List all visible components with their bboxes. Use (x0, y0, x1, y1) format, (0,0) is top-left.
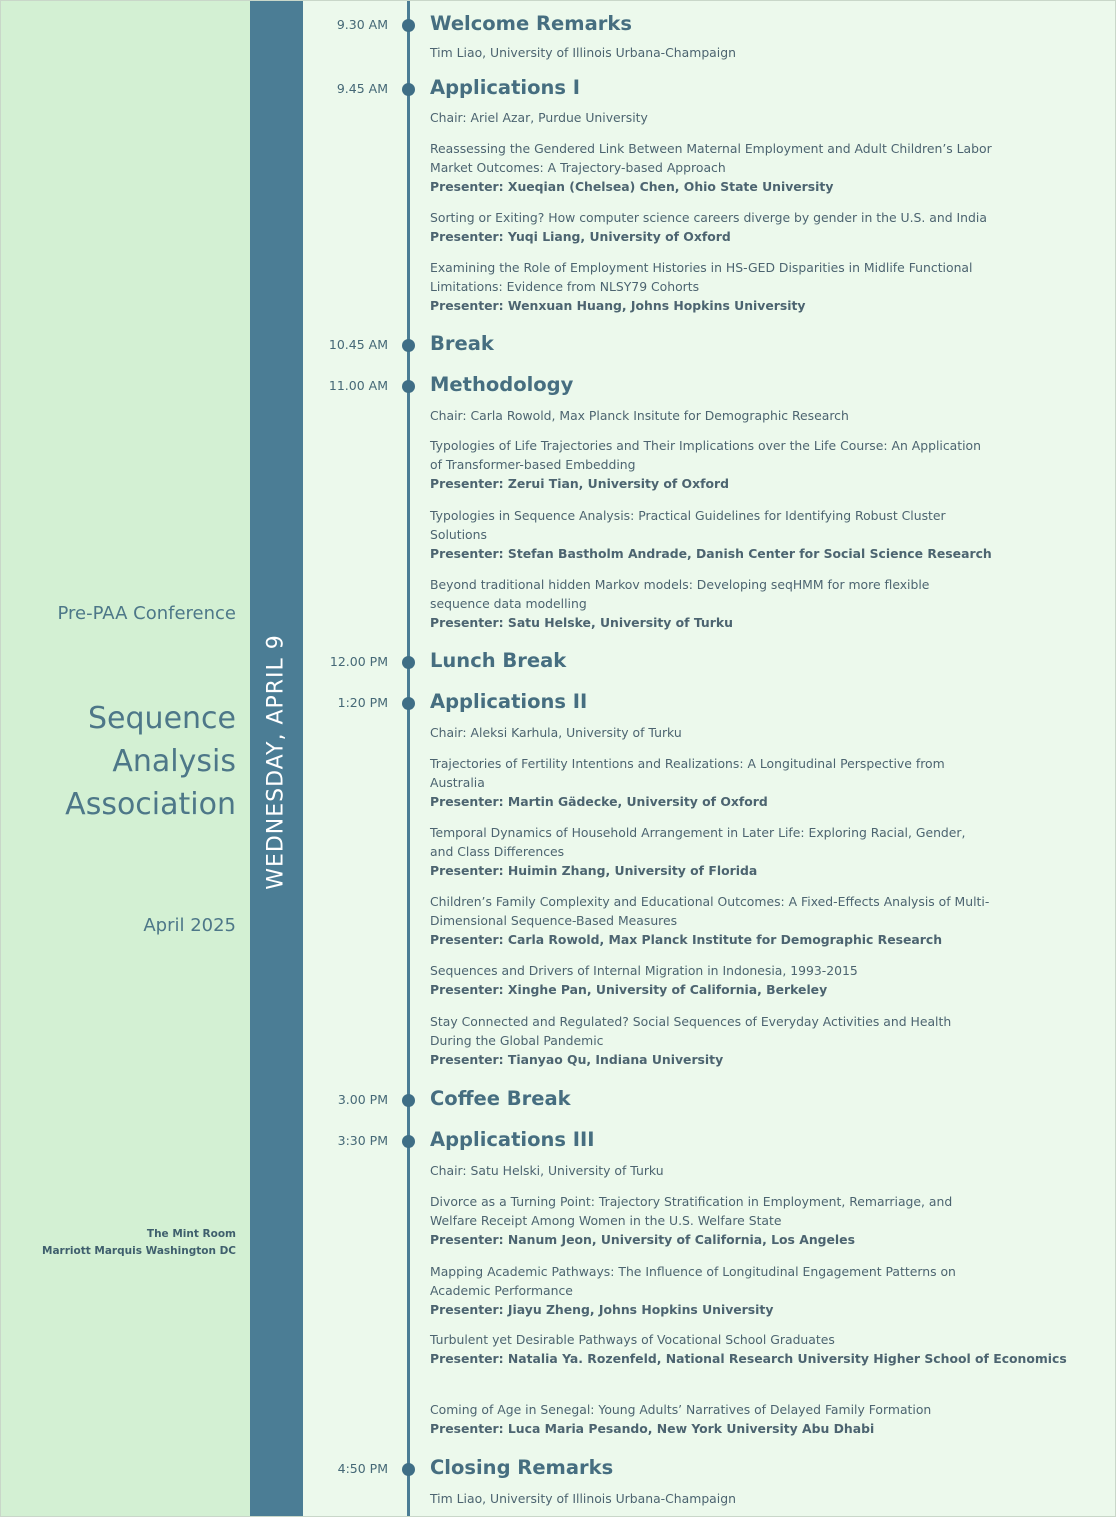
title-line: Sequence (88, 701, 236, 736)
session-entry (430, 406, 1096, 425)
session-entry (430, 1330, 1096, 1368)
presenter: Presenter: Satu Helske, University of Turku (430, 615, 733, 630)
timeline-dot (402, 83, 415, 96)
entry-line: Typologies of Life Trajectories and Their Implications over the Life Course: An Application (430, 438, 981, 453)
timeline-dot (402, 19, 415, 32)
entry-line: During the Global Pandemic (430, 1033, 604, 1048)
timeline-dot (402, 1094, 415, 1107)
session-entry (430, 1192, 1096, 1249)
presenter: Presenter: Natalia Ya. Rozenfeld, National Research University Higher School of Economics (430, 1351, 1067, 1366)
session-time: 11.00 AM (328, 378, 388, 393)
conference-date: April 2025 (143, 915, 236, 936)
timeline-line (407, 0, 410, 1517)
title-line: Association (65, 787, 236, 822)
title-line: Analysis (112, 744, 236, 779)
timeline-dot (402, 1135, 415, 1148)
entry-line: Mapping Academic Pathways: The Influence of Longitudinal Engagement Patterns on (430, 1264, 956, 1279)
session-entry (430, 139, 1096, 196)
session-title: Break (430, 332, 494, 355)
presenter: Presenter: Tianyao Qu, Indiana University (430, 1052, 724, 1067)
entry-line: Reassessing the Gendered Link Between Maternal Employment and Adult Children’s Labor (430, 141, 992, 156)
entry-line: and Class Differences (430, 844, 565, 859)
entry-line: Chair: Carla Rowold, Max Planck Insitute for Demographic Research (430, 408, 849, 423)
entry-line: Turbulent yet Desirable Pathways of Vocational School Graduates (430, 1332, 835, 1347)
entry-line: Divorce as a Turning Point: Trajectory Stratification in Employment, Remarriage, and (430, 1194, 953, 1209)
session-entry (430, 723, 1096, 742)
entry-line: Examining the Role of Employment Histories in HS-GED Disparities in Midlife Functional (430, 260, 973, 275)
presenter: Presenter: Yuqi Liang, University of Oxford (430, 229, 731, 244)
session-title: Coffee Break (430, 1087, 571, 1110)
conference-label: Pre-PAA Conference (57, 603, 236, 624)
timeline-dot (402, 380, 415, 393)
session-title: Methodology (430, 373, 574, 396)
session-entry (430, 1161, 1096, 1180)
entry-line: Chair: Ariel Azar, Purdue University (430, 110, 648, 125)
timeline-dot (402, 656, 415, 669)
session-entry (430, 1489, 1096, 1508)
venue-hotel: Marriott Marquis Washington DC (42, 1245, 236, 1257)
session-title: Applications II (430, 690, 588, 713)
entry-line: Tim Liao, University of Illinois Urbana-Champaign (430, 45, 736, 60)
presenter: Presenter: Martin Gädecke, University of Oxford (430, 794, 768, 809)
entry-line: Beyond traditional hidden Markov models: Developing seqHMM for more flexible (430, 577, 930, 592)
day-label: WEDNESDAY, APRIL 9 (263, 634, 289, 890)
session-entry (430, 208, 1096, 246)
entry-line: Sequences and Drivers of Internal Migration in Indonesia, 1993-2015 (430, 963, 858, 978)
presenter: Presenter: Nanum Jeon, University of California, Los Angeles (430, 1232, 855, 1247)
session-time: 3.00 PM (337, 1092, 388, 1107)
presenter: Presenter: Wenxuan Huang, Johns Hopkins University (430, 298, 806, 313)
session-time: 9.30 AM (336, 17, 388, 32)
timeline-dot (402, 1463, 415, 1476)
session-time: 10.45 AM (328, 337, 388, 352)
session-time: 12.00 PM (329, 654, 388, 669)
session-entry (430, 258, 1096, 315)
presenter: Presenter: Jiayu Zheng, Johns Hopkins University (430, 1302, 774, 1317)
entry-line: Children’s Family Complexity and Educational Outcomes: A Fixed-Effects Analysis of Multi- (430, 894, 990, 909)
session-entry (430, 436, 1096, 493)
entry-line: Chair: Satu Helski, University of Turku (430, 1163, 664, 1178)
presenter: Presenter: Huimin Zhang, University of Florida (430, 863, 758, 878)
session-title: Welcome Remarks (430, 12, 632, 35)
entry-line: Sorting or Exiting? How computer science careers diverge by gender in the U.S. and India (430, 210, 987, 225)
session-entry (430, 1400, 1096, 1438)
entry-line: Market Outcomes: A Trajectory-based Approach (430, 160, 726, 175)
presenter: Presenter: Stefan Bastholm Andrade, Danish Center for Social Science Research (430, 546, 992, 561)
entry-line: sequence data modelling (430, 596, 587, 611)
session-time: 9.45 AM (336, 81, 388, 96)
session-entry (430, 108, 1096, 127)
venue-room: The Mint Room (146, 1228, 236, 1240)
presenter: Presenter: Xinghe Pan, University of California, Berkeley (430, 982, 828, 997)
session-entry (430, 506, 1096, 563)
session-entry (430, 575, 1096, 632)
session-time: 3:30 PM (337, 1133, 388, 1148)
presenter: Presenter: Zerui Tian, University of Oxford (430, 476, 729, 491)
entry-line: Trajectories of Fertility Intentions and Realizations: A Longitudinal Perspective from (430, 756, 945, 771)
session-entry (430, 1262, 1096, 1319)
entry-line: Welfare Receipt Among Women in the U.S. Welfare State (430, 1213, 782, 1228)
timeline-dot (402, 339, 415, 352)
entry-line: Australia (430, 775, 485, 790)
entry-line: Tim Liao, University of Illinois Urbana-Champaign (430, 1491, 736, 1506)
session-time: 4:50 PM (337, 1461, 388, 1476)
entry-line: Stay Connected and Regulated? Social Sequences of Everyday Activities and Health (430, 1014, 952, 1029)
session-title: Lunch Break (430, 649, 567, 672)
session-entry (430, 1012, 1096, 1069)
entry-line: Coming of Age in Senegal: Young Adults’ Narratives of Delayed Family Formation (430, 1402, 932, 1417)
entry-line: Temporal Dynamics of Household Arrangement in Later Life: Exploring Racial, Gender, (430, 825, 966, 840)
presenter: Presenter: Luca Maria Pesando, New York University Abu Dhabi (430, 1421, 875, 1436)
session-entry (430, 754, 1096, 811)
entry-line: Chair: Aleksi Karhula, University of Turku (430, 725, 682, 740)
session-time: 1:20 PM (337, 695, 388, 710)
session-entry (430, 823, 1096, 880)
session-title: Closing Remarks (430, 1456, 614, 1479)
presenter: Presenter: Carla Rowold, Max Planck Institute for Demographic Research (430, 932, 943, 947)
session-title: Applications I (430, 76, 581, 99)
entry-line: Limitations: Evidence from NLSY79 Cohorts (430, 279, 700, 294)
entry-line: Typologies in Sequence Analysis: Practical Guidelines for Identifying Robust Cluster (430, 508, 946, 523)
entry-line: Dimensional Sequence-Based Measures (430, 913, 678, 928)
session-entry (430, 961, 1096, 999)
entry-line: Academic Performance (430, 1283, 573, 1298)
entry-line: Solutions (430, 527, 487, 542)
session-title: Applications III (430, 1128, 595, 1151)
timeline-dot (402, 697, 415, 710)
session-entry (430, 43, 1096, 62)
entry-line: of Transformer-based Embedding (430, 457, 636, 472)
session-entry (430, 892, 1096, 949)
venue (42, 1226, 236, 1260)
association-title (65, 697, 236, 826)
presenter: Presenter: Xueqian (Chelsea) Chen, Ohio State University (430, 179, 834, 194)
